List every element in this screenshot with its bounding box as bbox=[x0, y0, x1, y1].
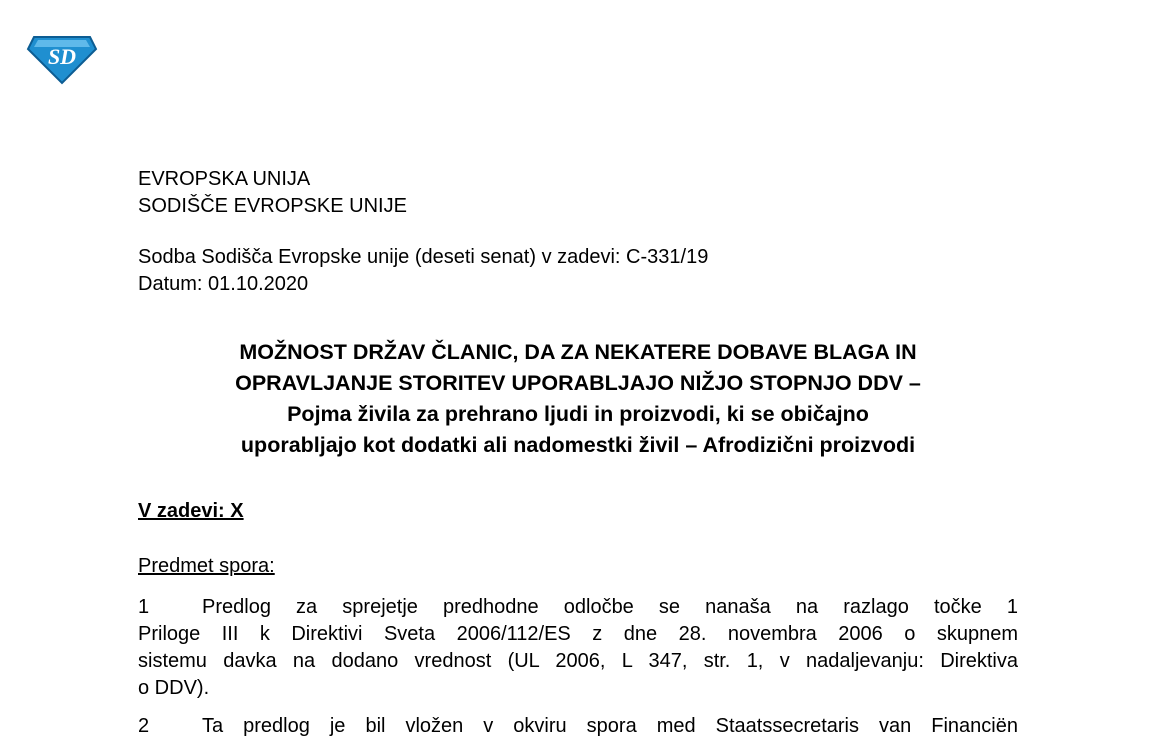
union-name: EVROPSKA UNIJA bbox=[138, 168, 311, 190]
heading-line: Pojma živila za prehrano ljudi in proizvodi, ki se običajno bbox=[287, 402, 869, 426]
paragraph-number: 1 bbox=[138, 596, 150, 618]
case-reference bbox=[138, 244, 708, 298]
paragraph-text: Ta predlog je bil vložen v okviru spora med Staatssecretaris van Financiën bbox=[202, 715, 1018, 737]
case-title: Sodba Sodišča Evropske unije (deseti senat) v zadevi: C-331/19 bbox=[138, 246, 709, 268]
publisher-logo bbox=[26, 31, 98, 85]
paragraph-line bbox=[138, 675, 1018, 702]
paragraph-text: Priloge III k Direktivi Sveta 2006/112/ES z dne 28. novembra 2006 o skupnem bbox=[138, 623, 1018, 645]
paragraph-text: sistemu davka na dodano vrednost (UL 2006, L 347, str. 1, v nadaljevanju: Direktiva bbox=[138, 650, 1018, 672]
paragraph-line bbox=[138, 713, 1018, 740]
paragraph-2 bbox=[138, 713, 1018, 740]
paragraph-text: o DDV). bbox=[138, 677, 210, 699]
diamond-logo-icon bbox=[26, 31, 98, 85]
heading-line: MOŽNOST DRŽAV ČLANIC, DA ZA NEKATERE DOBAVE BLAGA IN bbox=[239, 340, 917, 364]
subject-label: Predmet spora: bbox=[138, 555, 275, 577]
heading-line: OPRAVLJANJE STORITEV UPORABLJAJO NIŽJO STOPNJO DDV – bbox=[235, 371, 921, 395]
paragraph-line bbox=[138, 594, 1018, 621]
paragraph-line bbox=[138, 648, 1018, 675]
case-date: Datum: 01.10.2020 bbox=[138, 273, 309, 295]
court-name: SODIŠČE EVROPSKE UNIJE bbox=[138, 195, 407, 217]
logo-lettering: SD bbox=[47, 44, 77, 69]
paragraph-line bbox=[138, 621, 1018, 648]
document-heading bbox=[138, 337, 1018, 461]
party-label: V zadevi: X bbox=[138, 500, 244, 522]
paragraph-text: Predlog za sprejetje predhodne odločbe se nanaša na razlago točke 1 bbox=[202, 596, 1018, 618]
paragraph-number: 2 bbox=[138, 715, 150, 737]
paragraph-1 bbox=[138, 594, 1018, 702]
heading-line: uporabljajo kot dodatki ali nadomestki živil – Afrodizični proizvodi bbox=[240, 433, 916, 457]
court-header bbox=[138, 166, 407, 220]
